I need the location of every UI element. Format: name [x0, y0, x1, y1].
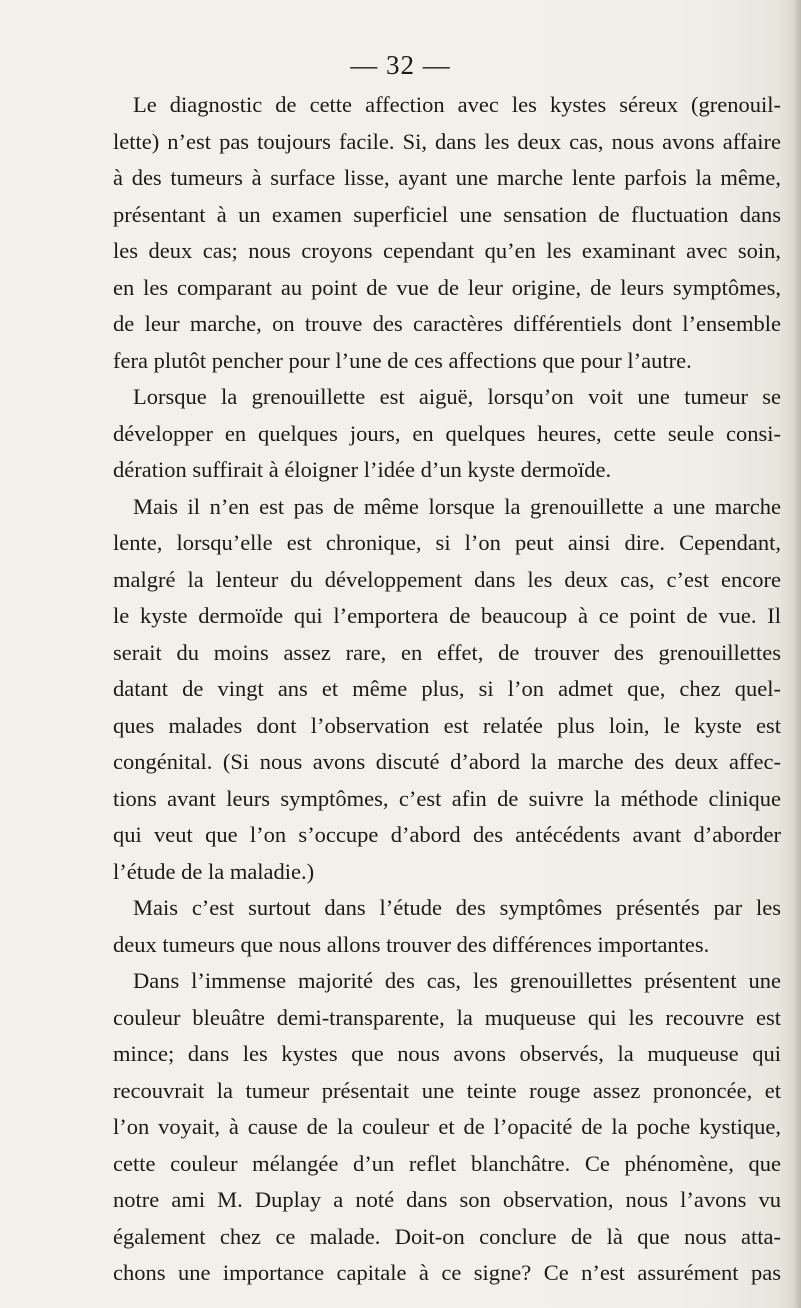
text-line: Dans l’immense majorité des cas, les grenouillettes présentent une: [133, 968, 781, 993]
text-line: l’on voyait, à cause de la couleur et de l’opacité de la poche kystique,: [113, 1114, 781, 1139]
text-line: fera plutôt pencher pour l’une de ces affections que pour l’autre.: [113, 347, 692, 373]
text-line: en les comparant au point de vue de leur origine, de leurs symptômes,: [113, 274, 781, 300]
page-number: — 32 —: [350, 50, 451, 80]
page-edge-shadow: [793, 0, 801, 1308]
text-line: lente, lorsqu’elle est chronique, si l’on peut ainsi dire. Cependant,: [113, 530, 781, 555]
text-line: également chez ce malade. Doit-on conclure de là que nous atta-: [113, 1223, 781, 1249]
text-line: recouvrait la tumeur présentait une teinte rouge assez prononcée, et: [113, 1077, 781, 1103]
text-line: mince; dans les kystes que nous avons observés, la muqueuse qui: [113, 1041, 781, 1066]
text-line: qui veut que l’on s’occupe d’abord des antécédents avant d’aborder: [113, 822, 781, 847]
text-line: Mais c’est surtout dans l’étude des symptômes présentés par les: [133, 895, 781, 920]
text-line: cette couleur mélangée d’un reflet blanchâtre. Ce phénomène, que: [113, 1150, 781, 1176]
text-line: les deux cas; nous croyons cependant qu’en les examinant avec soin,: [113, 238, 781, 263]
text-line: datant de vingt ans et même plus, si l’on admet que, chez quel-: [113, 676, 781, 701]
text-line: congénital. (Si nous avons discuté d’abord la marche des deux affec-: [113, 749, 781, 774]
text-line: malgré la lenteur du développement dans les deux cas, c’est encore: [113, 566, 781, 592]
text-line: Mais il n’en est pas de même lorsque la grenouillette a une marche: [133, 493, 781, 519]
text-line: chons une importance capitale à ce signe? Ce n’est assurément pas: [113, 1260, 781, 1285]
text-line: l’étude de la maladie.): [113, 858, 315, 884]
text-line: le kyste dermoïde qui l’emportera de beaucoup à ce point de vue. Il: [113, 603, 781, 628]
text-line: lette) n’est pas toujours facile. Si, dans les deux cas, nous avons affaire: [113, 128, 781, 154]
text-line: deux tumeurs que nous allons trouver des différences importantes.: [113, 931, 710, 957]
text-line: présentant à un examen superficiel une sensation de fluctuation dans: [113, 201, 781, 227]
body-text: [113, 87, 781, 1292]
text-line: de leur marche, on trouve des caractères différentiels dont l’ensemble: [113, 311, 781, 336]
text-line: couleur bleuâtre demi-transparente, la muqueuse qui les recouvre est: [113, 1004, 781, 1030]
text-line: développer en quelques jours, en quelques heures, cette seule consi-: [113, 420, 781, 446]
text-line: notre ami M. Duplay a noté dans son observation, nous l’avons vu: [113, 1187, 781, 1212]
text-line: dération suffirait à éloigner l’idée d’un kyste dermoïde.: [113, 457, 612, 482]
text-line: à des tumeurs à surface lisse, ayant une marche lente parfois la même,: [113, 165, 781, 190]
text-line: Le diagnostic de cette affection avec les kystes séreux (grenouil-: [133, 92, 781, 117]
text-line: serait du moins assez rare, en effet, de trouver des grenouillettes: [113, 639, 781, 665]
text-line: tions avant leurs symptômes, c’est afin de suivre la méthode clinique: [113, 785, 781, 811]
text-line: ques malades dont l’observation est relatée plus loin, le kyste est: [113, 712, 781, 738]
text-line: Lorsque la grenouillette est aiguë, lorsqu’on voit une tumeur se: [133, 384, 781, 409]
